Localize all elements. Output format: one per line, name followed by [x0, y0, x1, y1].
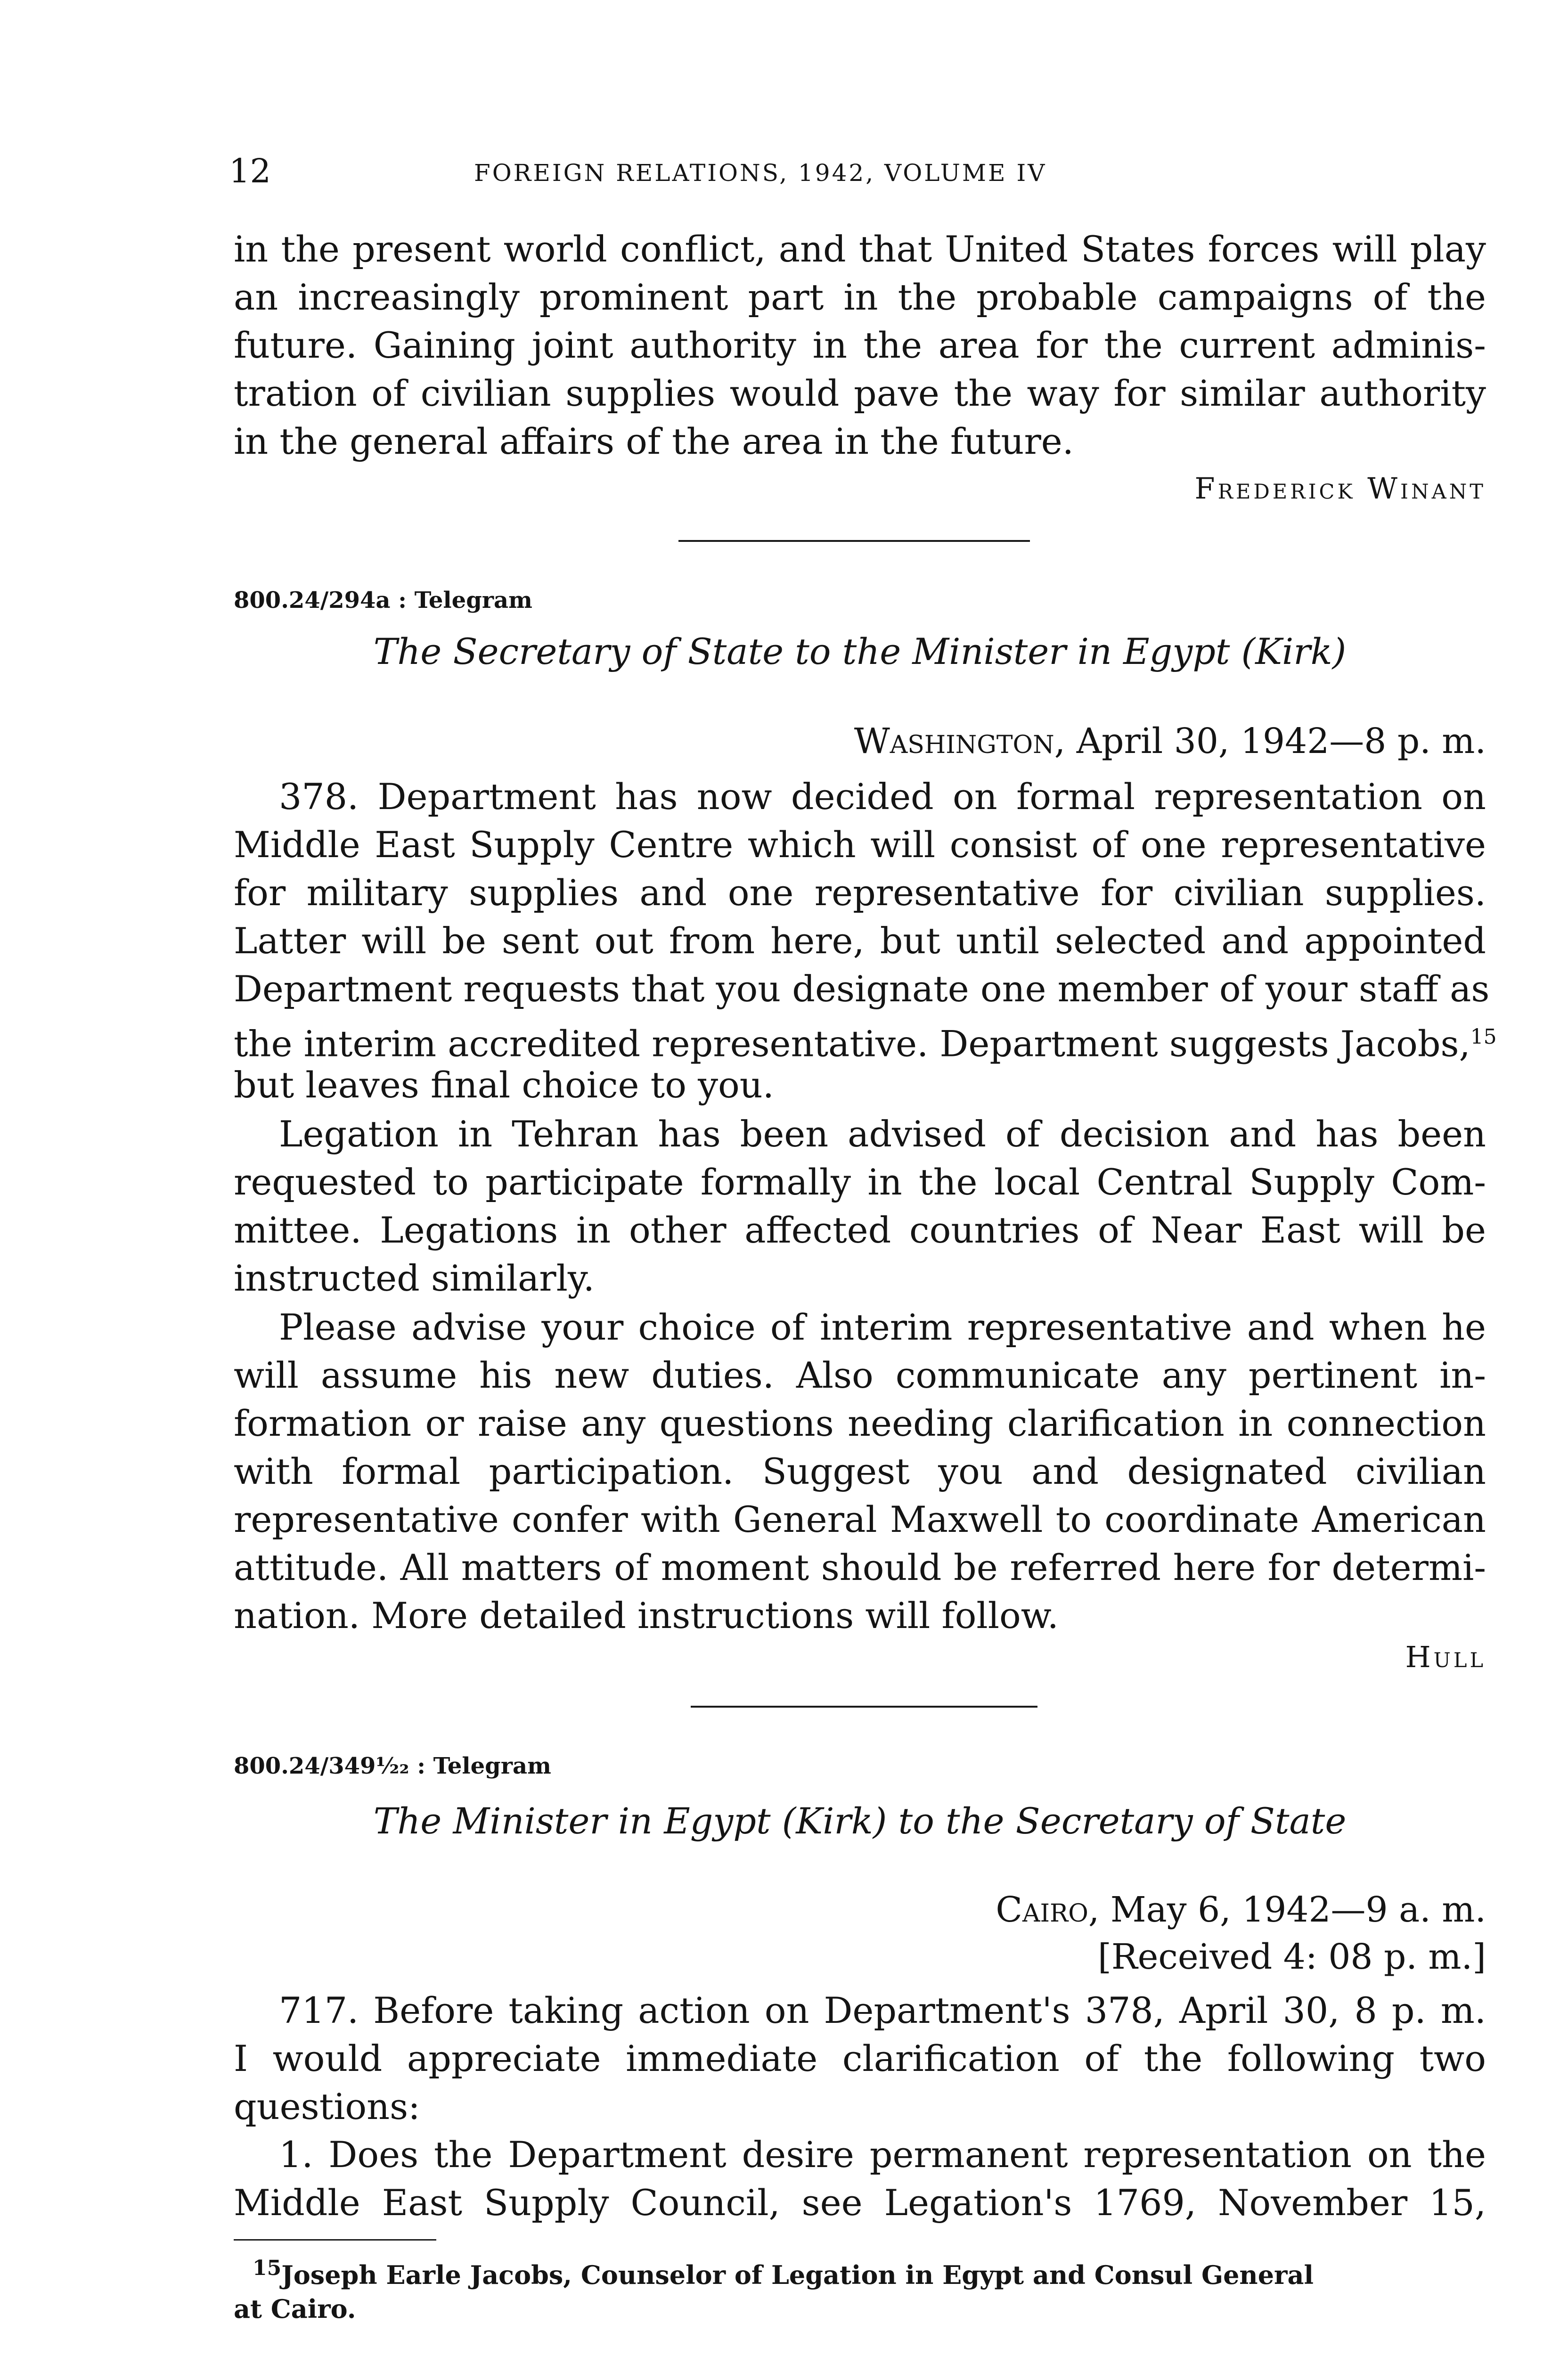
- text-line: instructed similarly.: [234, 1257, 595, 1299]
- footnote-reference: 15: [1470, 1025, 1497, 1049]
- intro-paragraph: [234, 225, 1486, 466]
- text-line: questions:: [234, 2086, 420, 2127]
- running-head: FOREIGN RELATIONS, 1942, VOLUME IV: [474, 159, 1047, 187]
- text-line: Please advise your choice of interim representative and when he: [279, 1306, 1486, 1348]
- text-line: for military supplies and one representative for civilian supplies.: [234, 872, 1486, 914]
- text-line: mittee. Legations in other affected countries of Near East will be: [234, 1209, 1486, 1251]
- telegram-paragraph: [234, 1110, 1486, 1302]
- text-line: but leaves final choice to you.: [234, 1064, 774, 1106]
- text-line: will assume his new duties. Also communicate any pertinent in-: [234, 1354, 1486, 1396]
- footnote-mark: 15: [253, 2256, 282, 2280]
- text-line: formation or raise any questions needing clarification in connection: [234, 1402, 1486, 1444]
- signature-hull: Hull: [1405, 1640, 1486, 1674]
- text-line: 378. Department has now decided on formal representation on: [279, 776, 1486, 818]
- text-line: [234, 1013, 1497, 1065]
- text-line: attitude. All matters of moment should be referred here for determi-: [234, 1546, 1486, 1588]
- dateline-place: Cairo: [996, 1890, 1088, 1930]
- text-line: 717. Before taking action on Department's 378, April 30, 8 p. m.: [279, 1989, 1486, 2031]
- footnote: [234, 2251, 1486, 2326]
- text-line: in the general affairs of the area in the future.: [234, 420, 1074, 462]
- text-line: Latter will be sent out from here, but until selected and appointed: [234, 920, 1486, 962]
- text-line: 1. Does the Department desire permanent representation on the: [279, 2134, 1486, 2176]
- text-line: nation. More detailed instructions will follow.: [234, 1595, 1059, 1636]
- dateline: [854, 721, 1486, 761]
- signature-winant: Frederick Winant: [1194, 471, 1486, 506]
- text-line: I would appreciate immediate clarification of the following two: [234, 2037, 1486, 2079]
- dateline-date: , April 30, 1942—8 p. m.: [1054, 721, 1486, 761]
- dateline-place: Washington: [854, 721, 1054, 761]
- received-time: [Received 4: 08 p. m.]: [1098, 1937, 1486, 1977]
- text-line: with formal participation. Suggest you and designated civilian: [234, 1450, 1486, 1492]
- footnote-rule: [234, 2239, 436, 2241]
- text-line: requested to participate formally in the local Central Supply Com-: [234, 1161, 1486, 1203]
- text-line: Middle East Supply Centre which will consist of one representative: [234, 824, 1486, 866]
- dateline: [996, 1890, 1486, 1930]
- telegram-paragraph: [234, 1987, 1486, 2131]
- text-line: an increasingly prominent part in the probable campaigns of the: [234, 276, 1486, 318]
- footnote-text: Joseph Earle Jacobs, Counselor of Legation in Egypt and Consul General: [281, 2260, 1314, 2290]
- telegram-paragraph: [234, 2131, 1486, 2227]
- text-line: representative confer with General Maxwell to coordinate American: [234, 1498, 1486, 1540]
- text-segment: the interim accredited representative. Department suggests Jacobs,: [234, 1023, 1470, 1065]
- telegram-paragraph: [234, 1303, 1486, 1640]
- footnote-line: at Cairo.: [234, 2294, 356, 2324]
- section-divider: [691, 1706, 1037, 1708]
- telegram-paragraph: [234, 773, 1497, 1109]
- file-reference: 800.24/349½₂ : Telegram: [234, 1753, 551, 1779]
- footnote-line: [234, 2251, 1486, 2292]
- text-line: Department requests that you designate one member of your staff as: [234, 968, 1490, 1010]
- page-number: 12: [229, 152, 271, 190]
- text-line: future. Gaining joint authority in the area for the current adminis-: [234, 324, 1486, 366]
- file-reference: 800.24/294a : Telegram: [234, 587, 532, 614]
- section-divider: [678, 540, 1030, 542]
- dateline-date: , May 6, 1942—9 a. m.: [1088, 1890, 1486, 1930]
- document-title: The Minister in Egypt (Kirk) to the Secretary of State: [373, 1800, 1347, 1842]
- document-title: The Secretary of State to the Minister in Egypt (Kirk): [373, 630, 1347, 672]
- page-header: [229, 152, 1520, 199]
- text-line: Middle East Supply Council, see Legation's 1769, November 15,: [234, 2182, 1486, 2224]
- text-line: tration of civilian supplies would pave the way for similar authority: [234, 372, 1486, 414]
- text-line: in the present world conflict, and that United States forces will play: [234, 228, 1486, 270]
- text-line: Legation in Tehran has been advised of decision and has been: [279, 1113, 1486, 1155]
